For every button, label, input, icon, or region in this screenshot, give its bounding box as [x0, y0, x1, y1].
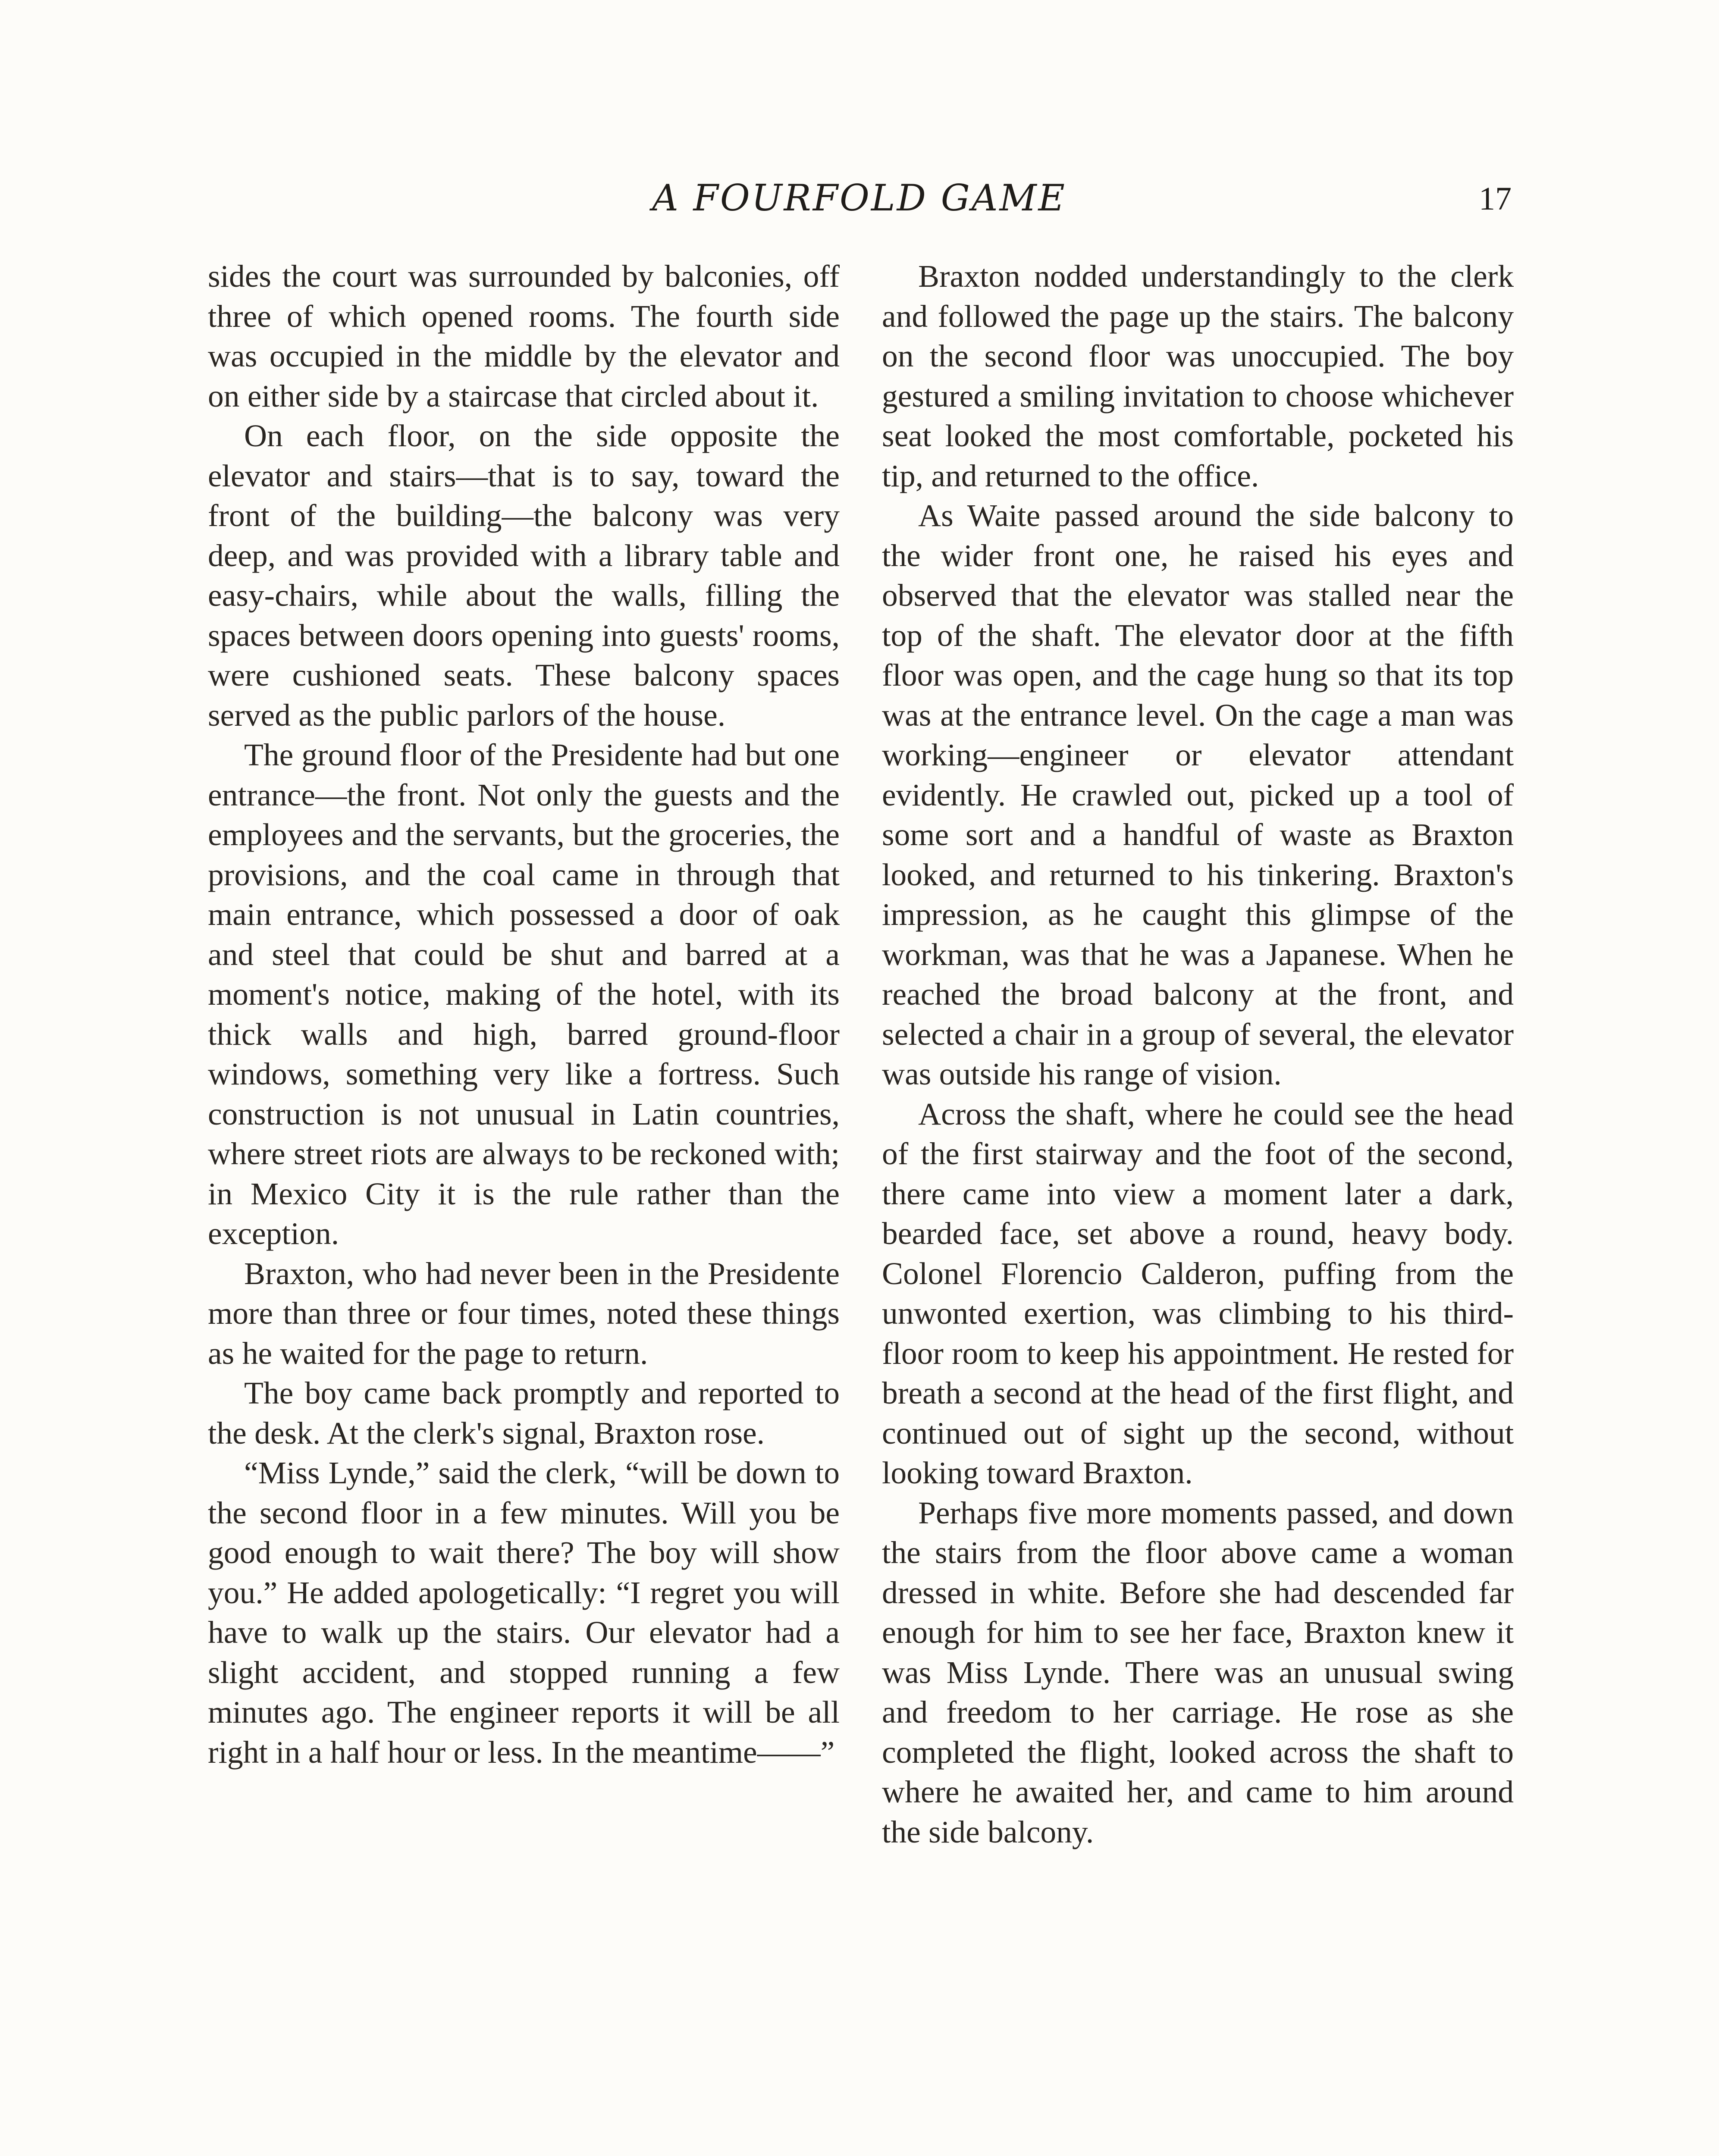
left-column — [208, 257, 840, 1772]
paragraph: “Miss Lynde,” said the clerk, “will be down to the second floor in a few minutes. Will you be good enough to wait there? The boy will show you.” He added apologetically: “I regret you will have to walk up the stairs. Our elevator had a slight accident, and stopped running a few minutes ago. The engineer reports it will be all right in a half hour or less. In the meantime——” — [208, 1455, 840, 1770]
paragraph: sides the court was surrounded by balconies, off three of which opened rooms. The fourth side was occupied in the middle by the elevator and on either side by a staircase that circled about it. — [208, 259, 840, 414]
paragraph: The ground floor of the Presidente had but one entrance—the front. Not only the guests and the employees and the servants, but the groceries, the provisions, and the coal came in through that main entrance, which possessed a door of oak and steel that could be shut and barred at a moment's notice, making of the hotel, with its thick walls and high, barred ground-floor windows, something very like a fortress. Such construction is not unusual in Latin countries, where street riots are always to be reckoned with; in Mexico City it is the rule rather than the exception. — [208, 737, 840, 1251]
right-column — [882, 257, 1514, 1852]
paragraph: Across the shaft, where he could see the head of the first stairway and the foot of the second, there came into view a moment later a dark, bearded face, set above a round, heavy body. Colonel Florencio Calderon, puffing from the unwonted exertion, was climbing to his third-floor room to keep his appointment. He rested for breath a second at the head of the first flight, and continued out of sight up the second, without looking toward Braxton. — [882, 1096, 1514, 1490]
paragraph: Braxton nodded understandingly to the clerk and followed the page up the stairs. The balcony on the second floor was unoccupied. The boy gestured a smiling invitation to choose whichever seat looked the most comfortable, pocketed his tip, and returned to the office. — [882, 259, 1514, 493]
paragraph: As Waite passed around the side balcony to the wider front one, he raised his eyes and observed that the elevator was stalled near the top of the shaft. The elevator door at the fifth floor was open, and the cage hung so that its top was at the entrance level. On the cage a man was working—engineer or elevator attendant evidently. He crawled out, picked up a tool of some sort and a handful of waste as Braxton looked, and returned to his tinkering. Braxton's impression, as he caught this glimpse of the workman, was that he was a Japanese. When he reached the broad balcony at the front, and selected a chair in a group of several, the elevator was outside his range of vision. — [882, 498, 1514, 1091]
paragraph: Braxton, who had never been in the Presidente more than three or four times, noted these things as he waited for the page to return. — [208, 1256, 840, 1371]
paragraph: The boy came back promptly and reported to the desk. At the clerk's signal, Braxton rose. — [208, 1376, 840, 1451]
running-title: A FOURFOLD GAME — [652, 177, 1067, 219]
page-header — [207, 177, 1512, 229]
paragraph: Perhaps five more moments passed, and down the stairs from the floor above came a woman dressed in white. Before she had descended far enough for him to see her face, Braxton knew it was Miss Lynde. There was an unusual swing and freedom to her carriage. He rose as she completed the flight, looked across the shaft to where he awaited her, and came to him around the side balcony. — [882, 1495, 1514, 1849]
page-number: 17 — [1479, 181, 1512, 217]
paragraph: On each floor, on the side opposite the elevator and stairs—that is to say, toward the front of the building—the balcony was very deep, and was provided with a library table and easy-chairs, while about the walls, filling the spaces between doors opening into guests' rooms, were cushioned seats. These balcony spaces served as the public parlors of the house. — [208, 418, 840, 733]
